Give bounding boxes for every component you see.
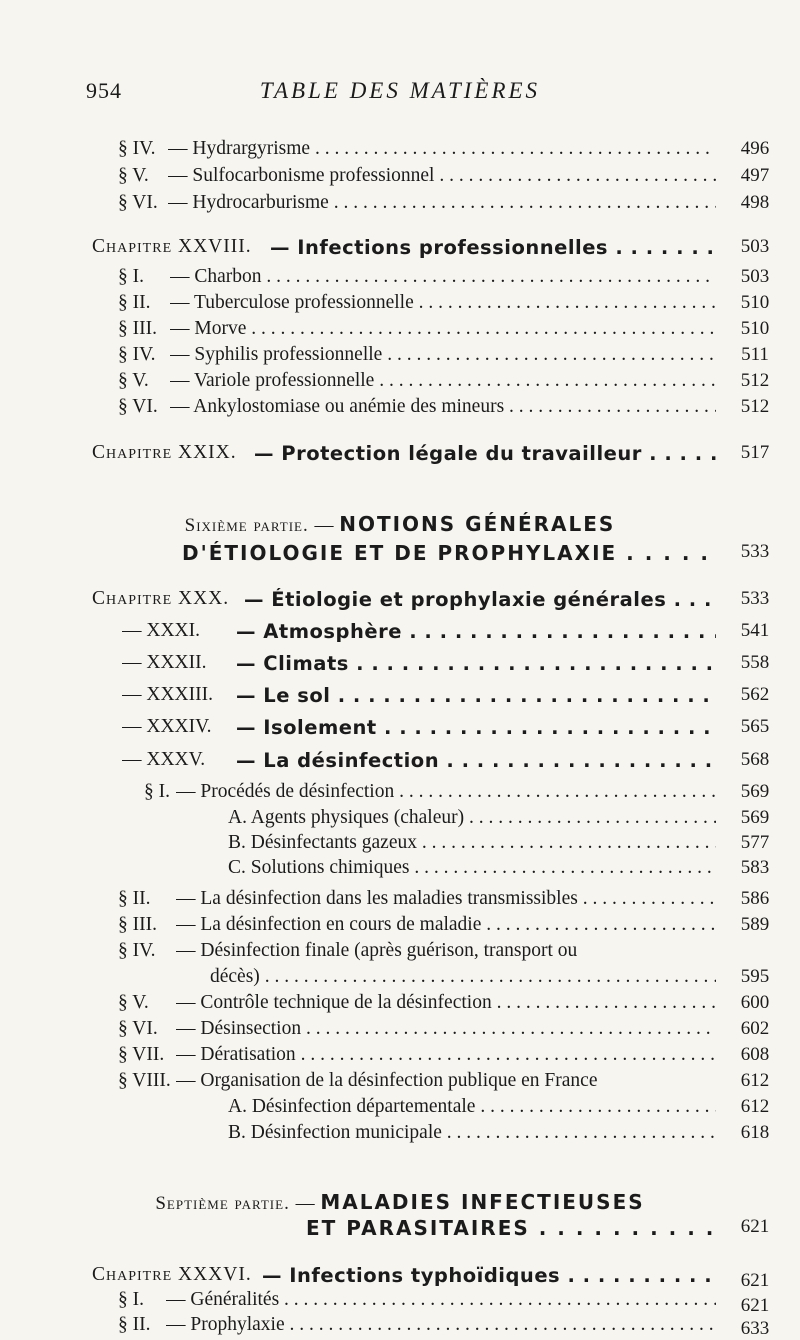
chapter-number: — XXXIV. [122, 716, 212, 737]
part-number: Sixième partie. — [184, 515, 335, 536]
chapter-title: — Étiologie et prophylaxie générales . . . [244, 588, 716, 611]
section-number: § III. [118, 318, 157, 339]
page-ref: 541 [740, 620, 770, 641]
entry-title: — Dératisation . . . [176, 1044, 716, 1066]
chapter-title: — La désinfection . . . [236, 749, 716, 772]
page-ref: 511 [741, 344, 769, 365]
entry-title: A. Désinfection départementale . . . [228, 1096, 716, 1118]
entry-title: — Sulfocarbonisme professionnel . . . [168, 165, 716, 187]
page-ref: 633 [740, 1318, 770, 1339]
chapter-entry [0, 588, 800, 616]
entry-title: — La désinfection dans les maladies transmissibles . . . [176, 888, 716, 910]
toc-entry [0, 992, 800, 1020]
entry-title: — Contrôle technique de la désinfection . . . [176, 992, 716, 1014]
page-ref: 510 [740, 318, 770, 339]
entry-title: — Morve . . . [170, 318, 716, 340]
toc-subentry [0, 1122, 800, 1150]
page-ref: 503 [740, 236, 770, 257]
toc-subentry [0, 832, 800, 860]
chapter-entry [0, 749, 800, 777]
toc-entry [0, 138, 800, 166]
chapter-title: — Isolement . . . [236, 716, 716, 739]
page-ref: 562 [740, 684, 770, 705]
toc-entry [0, 940, 800, 968]
page-ref: 621 [740, 1295, 770, 1316]
chapter-title: — Infections typhoïdiques . . . [262, 1264, 716, 1287]
chapter-title: — Climats . . . [236, 652, 716, 675]
page-ref: 621 [740, 1270, 770, 1291]
page-ref: 583 [740, 857, 770, 878]
page-ref: 503 [740, 266, 770, 287]
entry-title: B. Désinfection municipale . . . [228, 1122, 716, 1144]
toc-entry [0, 1070, 800, 1098]
part-heading-line-2 [0, 1216, 800, 1244]
section-number: § III. [118, 914, 157, 935]
chapter-number: Chapitre XXIX. [92, 442, 237, 463]
chapter-entry [0, 620, 800, 648]
entry-title: — Prophylaxie . . . [166, 1314, 716, 1336]
section-number: § V. [118, 370, 149, 391]
page-ref: 600 [740, 992, 770, 1013]
page-ref: 618 [740, 1122, 770, 1143]
section-number: § VIII. [118, 1070, 171, 1091]
section-number: § I. [118, 1289, 144, 1310]
page-ref: 533 [740, 541, 770, 562]
toc-entry [0, 266, 800, 294]
chapter-entry [0, 684, 800, 712]
toc-entry [0, 344, 800, 372]
page-ref: 533 [740, 588, 770, 609]
toc-entry [0, 396, 800, 424]
chapter-number: — XXXIII. [122, 684, 213, 705]
toc-entry [0, 292, 800, 320]
part-heading-line-2 [0, 541, 800, 569]
toc-entry [0, 1018, 800, 1046]
section-number: § V. [118, 992, 149, 1013]
page-ref: 512 [740, 370, 770, 391]
toc-entry [0, 318, 800, 346]
part-title-cont: ET PARASITAIRES . . . [306, 1216, 716, 1240]
page-header [0, 78, 800, 108]
entry-title: — Généralités . . . [166, 1289, 716, 1311]
page-ref: 512 [740, 396, 770, 417]
section-number: § VI. [118, 396, 158, 417]
chapter-number: — XXXI. [122, 620, 200, 641]
toc-entry [0, 1044, 800, 1072]
page-ref: 517 [740, 442, 770, 463]
entry-title: — Ankylostomiase ou anémie des mineurs . . . [170, 396, 716, 418]
page-ref: 586 [740, 888, 770, 909]
chapter-entry [0, 442, 800, 470]
toc-entry [0, 914, 800, 942]
page-ref: 608 [740, 1044, 770, 1065]
entry-title-cont: décès) . . . [210, 966, 716, 988]
chapter-entry [0, 1264, 800, 1292]
chapter-title: — Atmosphère . . . [236, 620, 716, 643]
page-ref: 612 [740, 1096, 770, 1117]
section-number: § IV. [118, 344, 156, 365]
chapter-title: — Protection légale du travailleur . . . [254, 442, 716, 465]
page-ref: 558 [740, 652, 770, 673]
chapter-number: — XXXV. [122, 749, 206, 770]
chapter-number: — XXXII. [122, 652, 207, 673]
chapter-entry [0, 236, 800, 264]
section-number: § IV. [118, 940, 156, 961]
entry-title: B. Désinfectants gazeux . . . [228, 832, 716, 854]
toc-entry-cont [0, 966, 800, 994]
entry-title: — Syphilis professionnelle . . . [170, 344, 716, 366]
entry-title: — Charbon . . . [170, 266, 716, 288]
page-ref: 496 [740, 138, 770, 159]
part-number: Septième partie. — [155, 1193, 316, 1214]
entry-title: — Hydrocarburisme . . . [168, 192, 716, 214]
page-ref: 568 [740, 749, 770, 770]
entry-title: — Désinfection finale (après guérison, transport ou [176, 940, 578, 961]
page-ref: 510 [740, 292, 770, 313]
section-number: § VII. [118, 1044, 165, 1065]
part-title-cont: D'ÉTIOLOGIE ET DE PROPHYLAXIE . . . [182, 541, 716, 565]
toc-entry [0, 781, 800, 809]
chapter-title: — Infections professionnelles . . . [270, 236, 716, 259]
toc-entry [0, 1304, 800, 1339]
entry-title: — La désinfection en cours de maladie . . . [176, 914, 716, 936]
chapter-entry [0, 652, 800, 680]
section-number: § VI. [118, 192, 158, 213]
chapter-entry [0, 716, 800, 744]
page-ref: 565 [740, 716, 770, 737]
page-ref: 621 [740, 1216, 770, 1237]
toc-subentry [0, 807, 800, 835]
page-ref: 602 [740, 1018, 770, 1039]
part-heading-line-1 [0, 1190, 800, 1218]
toc-entry [0, 888, 800, 916]
section-number: § II. [118, 1314, 151, 1335]
section-number: § V. [118, 165, 149, 186]
section-number: § VI. [118, 1018, 158, 1039]
entry-title: — Tuberculose professionnelle . . . [170, 292, 716, 314]
part-title: NOTIONS GÉNÉRALES [339, 512, 616, 536]
entry-title: C. Solutions chimiques . . . [228, 857, 716, 879]
chapter-title: — Le sol . . . [236, 684, 716, 707]
section-number: § II. [118, 292, 151, 313]
page-ref: 577 [740, 832, 770, 853]
section-number: § I. [118, 266, 144, 287]
entry-title: — Hydrargyrisme . . . [168, 138, 716, 160]
section-number: § I. [144, 781, 170, 802]
entry-title: — Procédés de désinfection . . . [176, 781, 716, 803]
entry-title: — Variole professionnelle . . . [170, 370, 716, 392]
toc-subentry [0, 857, 800, 885]
chapter-number: Chapitre XXVIII. [92, 236, 252, 257]
toc-subentry [0, 1096, 800, 1124]
part-heading-line-1 [0, 512, 800, 540]
page-ref: 612 [740, 1070, 770, 1091]
page-ref: 595 [740, 966, 770, 987]
toc-entry [0, 370, 800, 398]
section-number: § II. [118, 888, 151, 909]
entry-title: — Organisation de la désinfection publique en France [176, 1070, 598, 1091]
running-title: TABLE DES MATIÈRES [259, 78, 541, 103]
toc-entry [0, 192, 800, 220]
page-ref: 569 [740, 781, 770, 802]
entry-title: A. Agents physiques (chaleur) . . . [228, 807, 716, 829]
page-ref: 497 [740, 165, 770, 186]
entry-title: — Désinsection . . . [176, 1018, 716, 1040]
page-number: 954 [86, 78, 122, 103]
page-ref: 569 [740, 807, 770, 828]
toc-entry [0, 165, 800, 193]
chapter-number: Chapitre XXXVI. [92, 1264, 252, 1285]
page-ref: 589 [740, 914, 770, 935]
section-number: § IV. [118, 138, 156, 159]
chapter-number: Chapitre XXX. [92, 588, 230, 609]
page-ref: 498 [740, 192, 770, 213]
part-title: MALADIES INFECTIEUSES [320, 1190, 645, 1214]
